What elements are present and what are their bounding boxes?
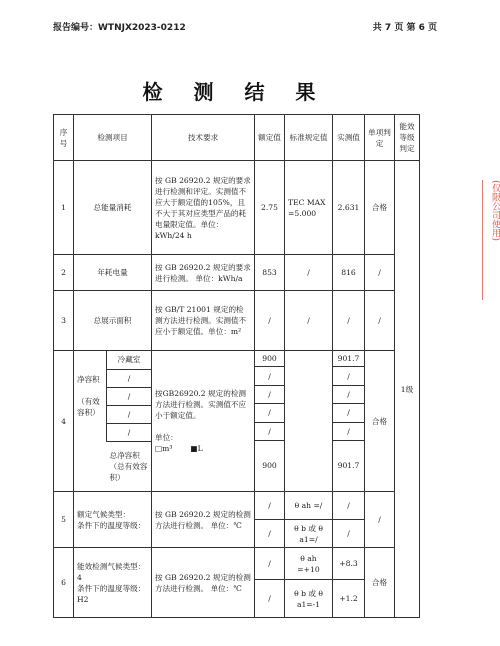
table-row: 2 年耗电量 按 GB 26920.2 规定的要求进行检测。 单位：kWh/a 853 / 816 / <box>54 255 420 291</box>
net-volume-subtable: 净容积 （有效容积） 冷藏室 / / / / 总净容积（总有效容积） <box>74 351 151 491</box>
col-header-item: 检测项目 <box>74 115 152 161</box>
table-row: 5 额定气候类型： 条件下的温度等级： 按 GB 26920.2 规定的检测方法进行检测。 单位：℃ / θ ah =/ / / <box>54 492 420 520</box>
results-table <box>53 114 420 618</box>
page-count: 共 7 页 第 6 页 <box>372 23 437 33</box>
col-header-meas: 实测值 <box>333 115 365 161</box>
report-number: 报告编号：WTNJX2023-0212 <box>53 23 186 33</box>
table-row: / / <box>54 422 420 440</box>
table-row: / / <box>54 404 420 422</box>
table-row: 3 总展示面积 按 GB/T 21001 规定的检测方法进行检测。实测值不应小于额定值。单位：m² / / / / <box>54 291 420 351</box>
page-header <box>53 20 437 36</box>
header-row <box>54 115 420 161</box>
table-row: / θ b 或 θ a1=-1 +1.2 <box>54 580 420 618</box>
table-row: 1 总能量消耗 按 GB 26920.2 规定的要求进行检测和评定。实测值不应大于额定值的105%，且不大于其对应类型产品的耗电量限定值。单位：kWh/24 h 2.75 TEC MAX =5.000 2.631 合格 1级 <box>54 161 420 255</box>
seal-stamp: (仅限公司使用) <box>482 180 500 300</box>
table-row: / / <box>54 385 420 403</box>
page-title: 检 测 结 果 <box>142 80 328 104</box>
net-volume-req: 按GB26920.2 规定的检测方法进行检测。实测值不应小于额定值。 单位： □m³ ■L <box>152 351 255 492</box>
table-row: / / <box>54 367 420 385</box>
col-header-no: 序号 <box>54 115 74 161</box>
table-row: / θ b 或 θ a1=/ / <box>54 520 420 548</box>
table-row: 900 901.7 <box>54 440 420 491</box>
energy-grade: 1级 <box>395 161 420 618</box>
table-row: 6 能效检测气候类型： 4 条件下的温度等级： H2 按 GB 26920.2 规定的检测方法进行检测。 单位：℃ / θ ah =+10 +8.3 合格 <box>54 548 420 580</box>
col-header-req: 技术要求 <box>152 115 255 161</box>
col-header-std: 标准规定值 <box>285 115 333 161</box>
net-volume-item <box>74 351 152 492</box>
col-header-grade: 能效等级判定 <box>395 115 420 161</box>
col-header-rated: 额定值 <box>255 115 285 161</box>
table-row: 4 净容积 （有效容积） 冷藏室 / / / / 总净容积（总有效容积） 按GB26920.2 规定的检测方法进行检测。实测值不应小于额定值。 单位： □m³ ■L 900 901.7 合格 <box>54 351 420 367</box>
col-header-verdict: 单项判定 <box>365 115 395 161</box>
